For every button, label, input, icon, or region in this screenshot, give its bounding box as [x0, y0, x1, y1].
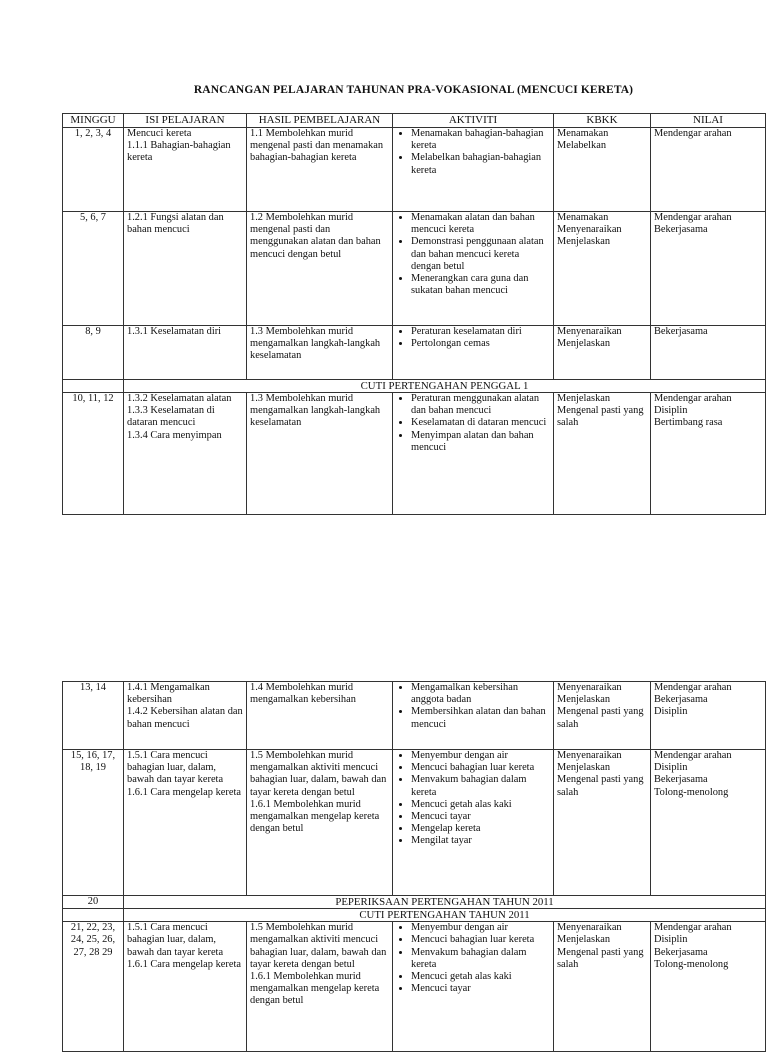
- header-minggu: MINGGU: [63, 114, 124, 128]
- hasil-pembelajaran-cell: [247, 682, 393, 750]
- cell-text: Bekerjasama: [654, 946, 708, 958]
- cell-text: 1.6.1 Cara mengelap kereta: [127, 786, 241, 798]
- cell-text: Menyenaraikan: [557, 682, 622, 693]
- kbkk-cell: [554, 750, 651, 896]
- activity-item: • Melabelkan bahagian-bahagian kereta: [411, 152, 550, 176]
- cell-text: 1.5.1 Cara mencuci bahagian luar, dalam, bawah dan tayar kereta: [127, 750, 224, 786]
- nilai-cell: [651, 682, 766, 750]
- kbkk-cell: [554, 682, 651, 750]
- kbkk-cell: [554, 128, 651, 212]
- cell-text: Menjelaskan: [557, 694, 611, 706]
- activity-list: [396, 212, 550, 297]
- header-hasil-pembelajaran: HASIL PEMBELAJARAN: [247, 114, 393, 128]
- cell-text: Bekerjasama: [654, 224, 708, 236]
- activity-list: [396, 682, 550, 731]
- hasil-pembelajaran-cell: [247, 750, 393, 896]
- cell-text: Tolong-menolong: [654, 786, 729, 798]
- cell-text: Disiplin: [654, 762, 688, 774]
- activity-list: [396, 922, 550, 995]
- lesson-plan-table-1: [62, 113, 766, 515]
- cell-text: Melabelkan: [557, 140, 607, 152]
- hasil-pembelajaran-cell: [247, 922, 393, 1052]
- table-header-row: [63, 114, 766, 128]
- cell-text: Tolong-menolong: [654, 958, 729, 970]
- break-row: [63, 896, 766, 909]
- cell-text: Mengenal pasti yang salah: [557, 774, 644, 798]
- cell-text: Bekerjasama: [654, 326, 708, 337]
- cell-text: Bekerjasama: [654, 694, 708, 706]
- table-row: [63, 326, 766, 380]
- cell-text: 1.6.1 Membolehkan murid mengamalkan mengelap kereta dengan betul: [250, 971, 380, 1007]
- activity-item: • Menvakum bahagian dalam kereta: [411, 774, 550, 798]
- nilai-cell: [651, 128, 766, 212]
- table-row: [63, 750, 766, 896]
- week-cell: 20: [63, 896, 124, 909]
- cell-text: Disiplin: [654, 706, 688, 718]
- lesson-plan-table-2: [62, 681, 766, 1052]
- cell-text: 1.1 Membolehkan murid mengenal pasti dan menamakan bahagian-bahagian kereta: [250, 128, 384, 164]
- activity-list: [396, 128, 550, 177]
- activity-item: • Menyimpan alatan dan bahan mencuci: [411, 430, 550, 454]
- cell-text: 1.3.2 Keselamatan alatan: [127, 393, 232, 404]
- activity-item: • Mengamalkan kebersihan anggota badan: [411, 682, 550, 706]
- isi-pelajaran-cell: [124, 326, 247, 380]
- cell-text: Menjelaskan: [557, 393, 611, 404]
- week-cell: 15, 16, 17, 18, 19: [63, 750, 124, 896]
- cell-text: 1.5.1 Cara mencuci bahagian luar, dalam, bawah dan tayar kereta: [127, 922, 224, 958]
- cell-text: Menjelaskan: [557, 934, 611, 946]
- week-cell: 10, 11, 12: [63, 393, 124, 515]
- cell-text: 1.3 Membolehkan murid mengamalkan langkah-langkah keselamatan: [250, 326, 381, 362]
- table-row: [63, 212, 766, 326]
- activity-item: • Membersihkan alatan dan bahan mencuci: [411, 706, 550, 730]
- isi-pelajaran-cell: [124, 393, 247, 515]
- cell-text: Menyenaraikan: [557, 922, 622, 934]
- isi-pelajaran-cell: [124, 682, 247, 750]
- cell-text: 1.4.2 Kebersihan alatan dan bahan mencuci: [127, 706, 243, 730]
- hasil-pembelajaran-cell: [247, 326, 393, 380]
- aktiviti-cell: [393, 326, 554, 380]
- cell-text: 1.3 Membolehkan murid mengamalkan langkah-langkah keselamatan: [250, 393, 381, 429]
- cell-text: Menyenaraikan: [557, 224, 622, 236]
- isi-pelajaran-cell: [124, 212, 247, 326]
- kbkk-cell: [554, 212, 651, 326]
- cell-text: Bertimbang rasa: [654, 417, 723, 429]
- activity-item: • Menamakan bahagian-bahagian kereta: [411, 128, 550, 152]
- nilai-cell: [651, 750, 766, 896]
- cell-text: 1.5 Membolehkan murid mengamalkan aktiviti mencuci bahagian luar, dalam, bawah dan tayar kereta dengan betul: [250, 750, 387, 798]
- isi-pelajaran-cell: [124, 128, 247, 212]
- kbkk-cell: [554, 393, 651, 515]
- cell-text: Mendengar arahan: [654, 128, 732, 139]
- cell-text: Menjelaskan: [557, 236, 611, 248]
- kbkk-cell: [554, 922, 651, 1052]
- cell-text: Menamakan: [557, 212, 609, 223]
- break-label: CUTI PERTENGAHAN PENGGAL 1: [124, 380, 766, 393]
- activity-item: • Mencuci tayar: [411, 983, 550, 995]
- cell-text: Bekerjasama: [654, 774, 708, 786]
- cell-text: Mencuci kereta: [127, 128, 192, 139]
- week-cell: 5, 6, 7: [63, 212, 124, 326]
- table-row: [63, 922, 766, 1052]
- page-title: RANCANGAN PELAJARAN TAHUNAN PRA-VOKASIONAL (MENCUCI KERETA): [193, 84, 634, 96]
- week-cell: 1, 2, 3, 4: [63, 128, 124, 212]
- cell-text: Mendengar arahan: [654, 212, 732, 223]
- week-cell: [63, 909, 124, 922]
- activity-item: • Mencuci bahagian luar kereta: [411, 762, 550, 774]
- nilai-cell: [651, 393, 766, 515]
- cell-text: Mengenal pasti yang salah: [557, 405, 644, 429]
- week-cell: 13, 14: [63, 682, 124, 750]
- activity-item: • Menamakan alatan dan bahan mencuci kereta: [411, 212, 550, 236]
- isi-pelajaran-cell: [124, 750, 247, 896]
- header-nilai: NILAI: [651, 114, 766, 128]
- cell-text: Mendengar arahan: [654, 750, 732, 761]
- cell-text: Menjelaskan: [557, 762, 611, 774]
- activity-item: • Mencuci getah alas kaki: [411, 799, 550, 811]
- activity-item: • Mengelap kereta: [411, 823, 550, 835]
- cell-text: 1.4 Membolehkan murid mengamalkan kebersihan: [250, 682, 356, 706]
- activity-list: [396, 326, 550, 350]
- hasil-pembelajaran-cell: [247, 393, 393, 515]
- table-row: [63, 128, 766, 212]
- cell-text: 1.2 Membolehkan murid mengenal pasti dan menggunakan alatan dan bahan mencuci dengan betul: [250, 212, 381, 260]
- hasil-pembelajaran-cell: [247, 128, 393, 212]
- break-label: PEPERIKSAAN PERTENGAHAN TAHUN 2011: [124, 896, 766, 909]
- activity-item: • Mencuci getah alas kaki: [411, 971, 550, 983]
- hasil-pembelajaran-cell: [247, 212, 393, 326]
- cell-text: Menjelaskan: [557, 338, 611, 350]
- header-isi-pelajaran: ISI PELAJARAN: [124, 114, 247, 128]
- cell-text: Mendengar arahan: [654, 922, 732, 934]
- cell-text: 1.6.1 Membolehkan murid mengamalkan mengelap kereta dengan betul: [250, 798, 380, 835]
- activity-item: • Menerangkan cara guna dan sukatan bahan mencuci: [411, 273, 550, 297]
- cell-text: Menamakan: [557, 128, 609, 139]
- activity-item: • Mencuci bahagian luar kereta: [411, 934, 550, 946]
- week-cell: [63, 380, 124, 393]
- cell-text: Menyenaraikan: [557, 750, 622, 761]
- nilai-cell: [651, 922, 766, 1052]
- cell-text: Mengenal pasti yang salah: [557, 706, 644, 730]
- aktiviti-cell: [393, 922, 554, 1052]
- nilai-cell: [651, 326, 766, 380]
- week-cell: 8, 9: [63, 326, 124, 380]
- activity-item: • Peraturan keselamatan diri: [411, 326, 550, 338]
- activity-item: • Menyembur dengan air: [411, 750, 550, 762]
- activity-item: • Pertolongan cemas: [411, 338, 550, 350]
- cell-text: Disiplin: [654, 405, 688, 417]
- cell-text: Disiplin: [654, 934, 688, 946]
- activity-list: [396, 393, 550, 454]
- week-cell: 21, 22, 23, 24, 25, 26, 27, 28 29: [63, 922, 124, 1052]
- cell-text: 1.3.1 Keselamatan diri: [127, 326, 222, 337]
- activity-item: • Menvakum bahagian dalam kereta: [411, 947, 550, 971]
- cell-text: 1.3.4 Cara menyimpan: [127, 429, 222, 441]
- cell-text: 1.6.1 Cara mengelap kereta: [127, 958, 241, 970]
- table-row: [63, 393, 766, 515]
- isi-pelajaran-cell: [124, 922, 247, 1052]
- activity-item: • Peraturan menggunakan alatan dan bahan mencuci: [411, 393, 550, 417]
- cell-text: 1.4.1 Mengamalkan kebersihan: [127, 682, 210, 706]
- cell-text: 1.1.1 Bahagian-bahagian kereta: [127, 140, 231, 164]
- activity-item: • Demonstrasi penggunaan alatan dan bahan mencuci kereta dengan betul: [411, 236, 550, 273]
- activity-list: [396, 750, 550, 848]
- cell-text: 1.2.1 Fungsi alatan dan bahan mencuci: [127, 212, 224, 236]
- activity-item: • Mengilat tayar: [411, 835, 550, 847]
- break-label: CUTI PERTENGAHAN TAHUN 2011: [124, 909, 766, 922]
- aktiviti-cell: [393, 682, 554, 750]
- aktiviti-cell: [393, 750, 554, 896]
- cell-text: Mendengar arahan: [654, 682, 732, 693]
- header-kbkk: KBKK: [554, 114, 651, 128]
- cell-text: Mengenal pasti yang salah: [557, 946, 644, 970]
- cell-text: 1.3.3 Keselamatan di dataran mencuci: [127, 405, 215, 429]
- header-aktiviti: AKTIVITI: [393, 114, 554, 128]
- cell-text: 1.5 Membolehkan murid mengamalkan aktiviti mencuci bahagian luar, dalam, bawah dan tayar kereta dengan betul: [250, 922, 387, 970]
- kbkk-cell: [554, 326, 651, 380]
- aktiviti-cell: [393, 393, 554, 515]
- activity-item: • Keselamatan di dataran mencuci: [411, 417, 550, 429]
- activity-item: • Menyembur dengan air: [411, 922, 550, 934]
- cell-text: Mendengar arahan: [654, 393, 732, 404]
- activity-item: • Mencuci tayar: [411, 811, 550, 823]
- table-row: [63, 682, 766, 750]
- aktiviti-cell: [393, 128, 554, 212]
- cell-text: Menyenaraikan: [557, 326, 622, 337]
- break-row: [63, 909, 766, 922]
- nilai-cell: [651, 212, 766, 326]
- aktiviti-cell: [393, 212, 554, 326]
- break-row: [63, 380, 766, 393]
